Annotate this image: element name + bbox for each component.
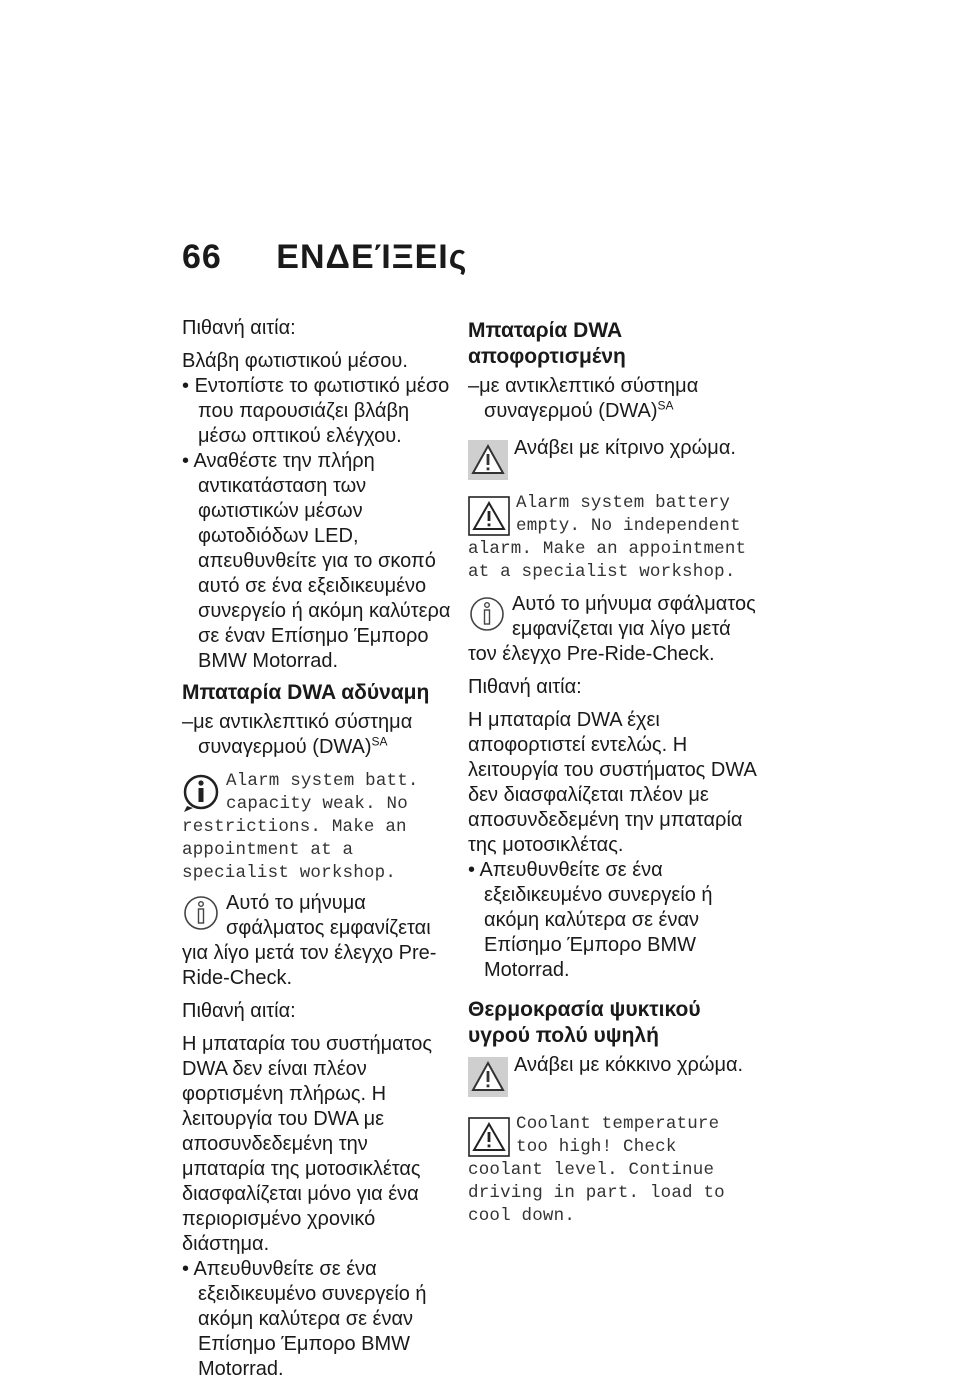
section-heading: Μπαταρία DWA αποφορτισμένη [468, 319, 626, 368]
info-note: Αυτό το μήνυμα σφάλματος εμφανίζεται για λίγο μετά τον έλεγχο Pre-Ride-Check. [468, 593, 756, 665]
display-message: Alarm system battery empty. No independent alarm. Make an appointment at a specialist workshop. [468, 493, 747, 582]
warning-triangle-icon [468, 440, 508, 480]
bullet-item: • Απευθυνθείτε σε ένα εξειδικευμένο συνεργείο ή ακόμη καλύτερα σε έναν Επίσημο Έμπορο BMW Motorrad. [182, 1258, 427, 1380]
section-heading: Θερμοκρασία ψυκτικού υγρού πολύ υψηλή [468, 998, 701, 1047]
info-icon [468, 596, 506, 636]
cause-label: Πιθανή αιτία: [468, 676, 582, 698]
info-icon [182, 774, 220, 814]
cause-text: Η μπαταρία DWA έχει αποφορτιστεί εντελώς. Η λειτουργία του συστήματος DWA δεν διασφαλίζεται πλέον με αποσυνδεδεμένη την μπαταρία της μοτοσικλέτας. [468, 709, 756, 856]
display-message: Alarm system batt. capacity weak. No restrictions. Make an appointment at a specialist workshop. [182, 771, 419, 883]
page-header [182, 238, 467, 277]
cause-text: Βλάβη φωτιστικού μέσου. [182, 350, 408, 372]
cause-label: Πιθανή αιτία: [182, 1000, 296, 1022]
display-warning-icon [468, 496, 510, 536]
display-message-block [182, 770, 452, 885]
warning-light-block [468, 436, 758, 461]
bullet-item: • Απευθυνθείτε σε ένα εξειδικευμένο συνεργείο ή ακόμη καλύτερα σε έναν Επίσημο Έμπορο BMW Motorrad. [468, 859, 713, 981]
right-column [468, 316, 758, 1228]
equipment-note: –με αντικλεπτικό σύστημα συναγερμού (DWA)$^{SA}$ [468, 375, 699, 422]
info-note: Αυτό το μήνυμα σφάλματος εμφανίζεται για λίγο μετά τον έλεγχο Pre-Ride-Check. [182, 892, 437, 989]
info-note-block [468, 592, 758, 667]
equipment-note: –με αντικλεπτικό σύστημα συναγερμού (DWA)$^{SA}$ [182, 711, 413, 758]
cause-label: Πιθανή αιτία: [182, 317, 296, 339]
page-title: ΕΝΔΕΊΞΕΙς [276, 238, 468, 276]
warning-light-block [468, 1053, 758, 1078]
warning-light-text: Ανάβει με κίτρινο χρώμα. [514, 437, 736, 459]
display-message: Coolant temperature too high! Check coolant level. Continue driving in part. load to cool down. [468, 1114, 725, 1226]
warning-triangle-icon [468, 1057, 508, 1097]
left-column [182, 316, 452, 1382]
warning-light-text: Ανάβει με κόκκινο χρώμα. [514, 1054, 744, 1076]
bullet-item: • Εντοπίστε το φωτιστικό μέσο που παρουσιάζει βλάβη μέσω οπτικού ελέγχου. [182, 375, 450, 447]
bullet-item: • Αναθέστε την πλήρη αντικατάσταση των φωτιστικών μέσων φωτοδιόδων LED, απευθυνθείτε για το σκοπό αυτό σε ένα εξειδικευμένο συνεργείο ή ακόμη καλύτερα σε έναν Επίσημο Έμπορο BMW Motorrad. [182, 450, 451, 672]
info-icon [182, 895, 220, 935]
display-message-block [468, 1113, 758, 1228]
section-heading: Μπαταρία DWA αδύναμη [182, 681, 430, 704]
cause-text: Η μπαταρία του συστήματος DWA δεν είναι πλέον φορτισμένη πλήρως. Η λειτουργία του DWA με αποσυνδεδεμένη την μπαταρία της μοτοσικλέτας διασφαλίζεται μόνο για ένα περιορισμένο χρονικό διάστημα. [182, 1033, 433, 1255]
display-warning-icon [468, 1117, 510, 1157]
page-number: 66 [182, 238, 222, 276]
info-note-block [182, 891, 452, 991]
display-message-block [468, 492, 758, 584]
